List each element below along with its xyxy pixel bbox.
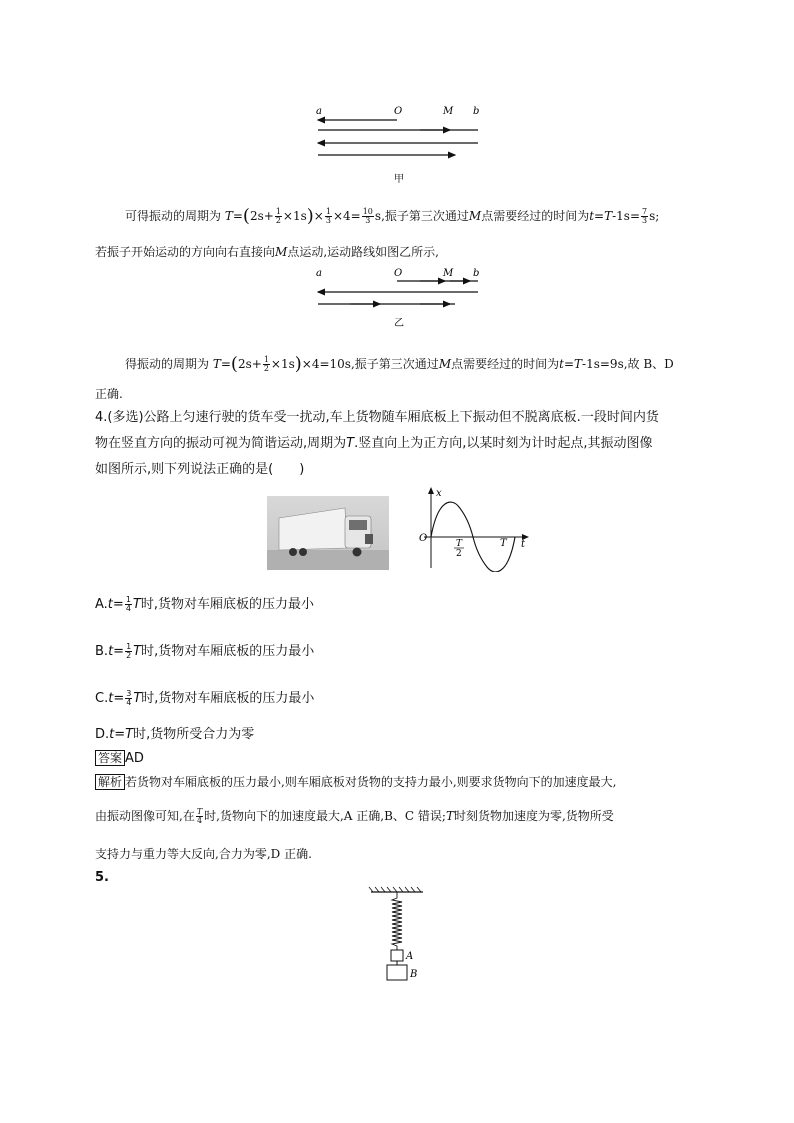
origin-label: O (419, 533, 428, 544)
point-b: b (473, 106, 480, 117)
figure-yi-caption: 乙 (394, 318, 404, 329)
half-period-num: T (456, 539, 463, 549)
question-4-line-2: 物在竖直方向的振动可视为简谐运动,周期为T.竖直向上为正方向,以某时刻为计时起点,其振动图像 (95, 436, 653, 451)
option-B[interactable]: B.t= $\frac{1}{2}$ T时,货物对车厢底板的压力最小 (95, 642, 315, 660)
option-D[interactable]: D.t=T时,货物所受合力为零 (95, 727, 255, 742)
analysis-label: 解析 (95, 774, 125, 790)
analysis-line-1: 解析 若货物对车厢底板的压力最小,则车厢底板对货物的支持力最小,则要求货物向下的加速度最大, (95, 774, 616, 790)
point-M: M (443, 106, 454, 117)
block-A (391, 950, 403, 961)
truck-photo (267, 496, 389, 570)
vibration-graph (412, 484, 534, 572)
point-O: O (394, 106, 403, 117)
point-a: a (316, 106, 322, 117)
answer-value: AD (125, 751, 144, 766)
answer-label: 答案 (95, 750, 125, 766)
answer-line (95, 750, 144, 767)
analysis-line-2: 由振动图像可知,在 $\frac{T}{4}$ 时,货物向下的加速度最大,A 正确,B、C 错误;T时刻货物加速度为零,货物所受 (95, 807, 614, 825)
figure-jia (310, 100, 490, 188)
option-C[interactable]: C.t= $\frac{3}{4}$ T时,货物对车厢底板的压力最小 (95, 689, 315, 707)
point-b: b (473, 268, 480, 279)
question-4-line-1: 4.(多选)公路上匀速行驶的货车受一扰动,车上货物随车厢底板上下振动但不脱离底板.一段时间内货 (95, 410, 659, 425)
block-B (387, 965, 407, 980)
spring-figure (365, 886, 435, 986)
option-A[interactable]: A.t= $\frac{1}{4}$ T时,货物对车厢底板的压力最小 (95, 595, 314, 613)
label-A: A (406, 951, 414, 962)
half-period-den: 2 (456, 549, 462, 559)
question-5-number: 5. (95, 870, 109, 885)
para-2: 若振子开始运动的方向向右直接向M点运动,运动路线如图乙所示, (95, 245, 439, 259)
para-3: 得振动的周期为 T=(2s+ $\frac{1}{2}$ ×1s)×4=10s,振子第三次通过M点需要经过的时间为t=T-1s=9s,故 B、D (125, 353, 674, 375)
point-a: a (316, 268, 322, 279)
para-3-end: 正确. (95, 387, 123, 401)
point-O: O (394, 268, 403, 279)
point-M: M (443, 268, 454, 279)
analysis-line-3: 支持力与重力等大反向,合力为零,D 正确. (95, 847, 312, 861)
figure-jia-caption: 甲 (394, 174, 404, 185)
label-B: B (410, 969, 418, 980)
para-1: 可得振动的周期为 T=(2s+ $\frac{1}{2}$ ×1s)× $\frac{1}{3}$ ×4= $\frac{10}{3}$ s,振子第三次通过M点需要经过的时间为t=T-1s= $\frac{7}{3}$ s; (125, 205, 660, 227)
x-label: x (436, 488, 442, 499)
period-label: T (500, 538, 507, 549)
spring (392, 892, 402, 950)
figure-yi (310, 264, 490, 334)
t-label: t (521, 539, 526, 550)
question-4-line-3: 如图所示,则下列说法正确的是( ) (95, 462, 305, 477)
